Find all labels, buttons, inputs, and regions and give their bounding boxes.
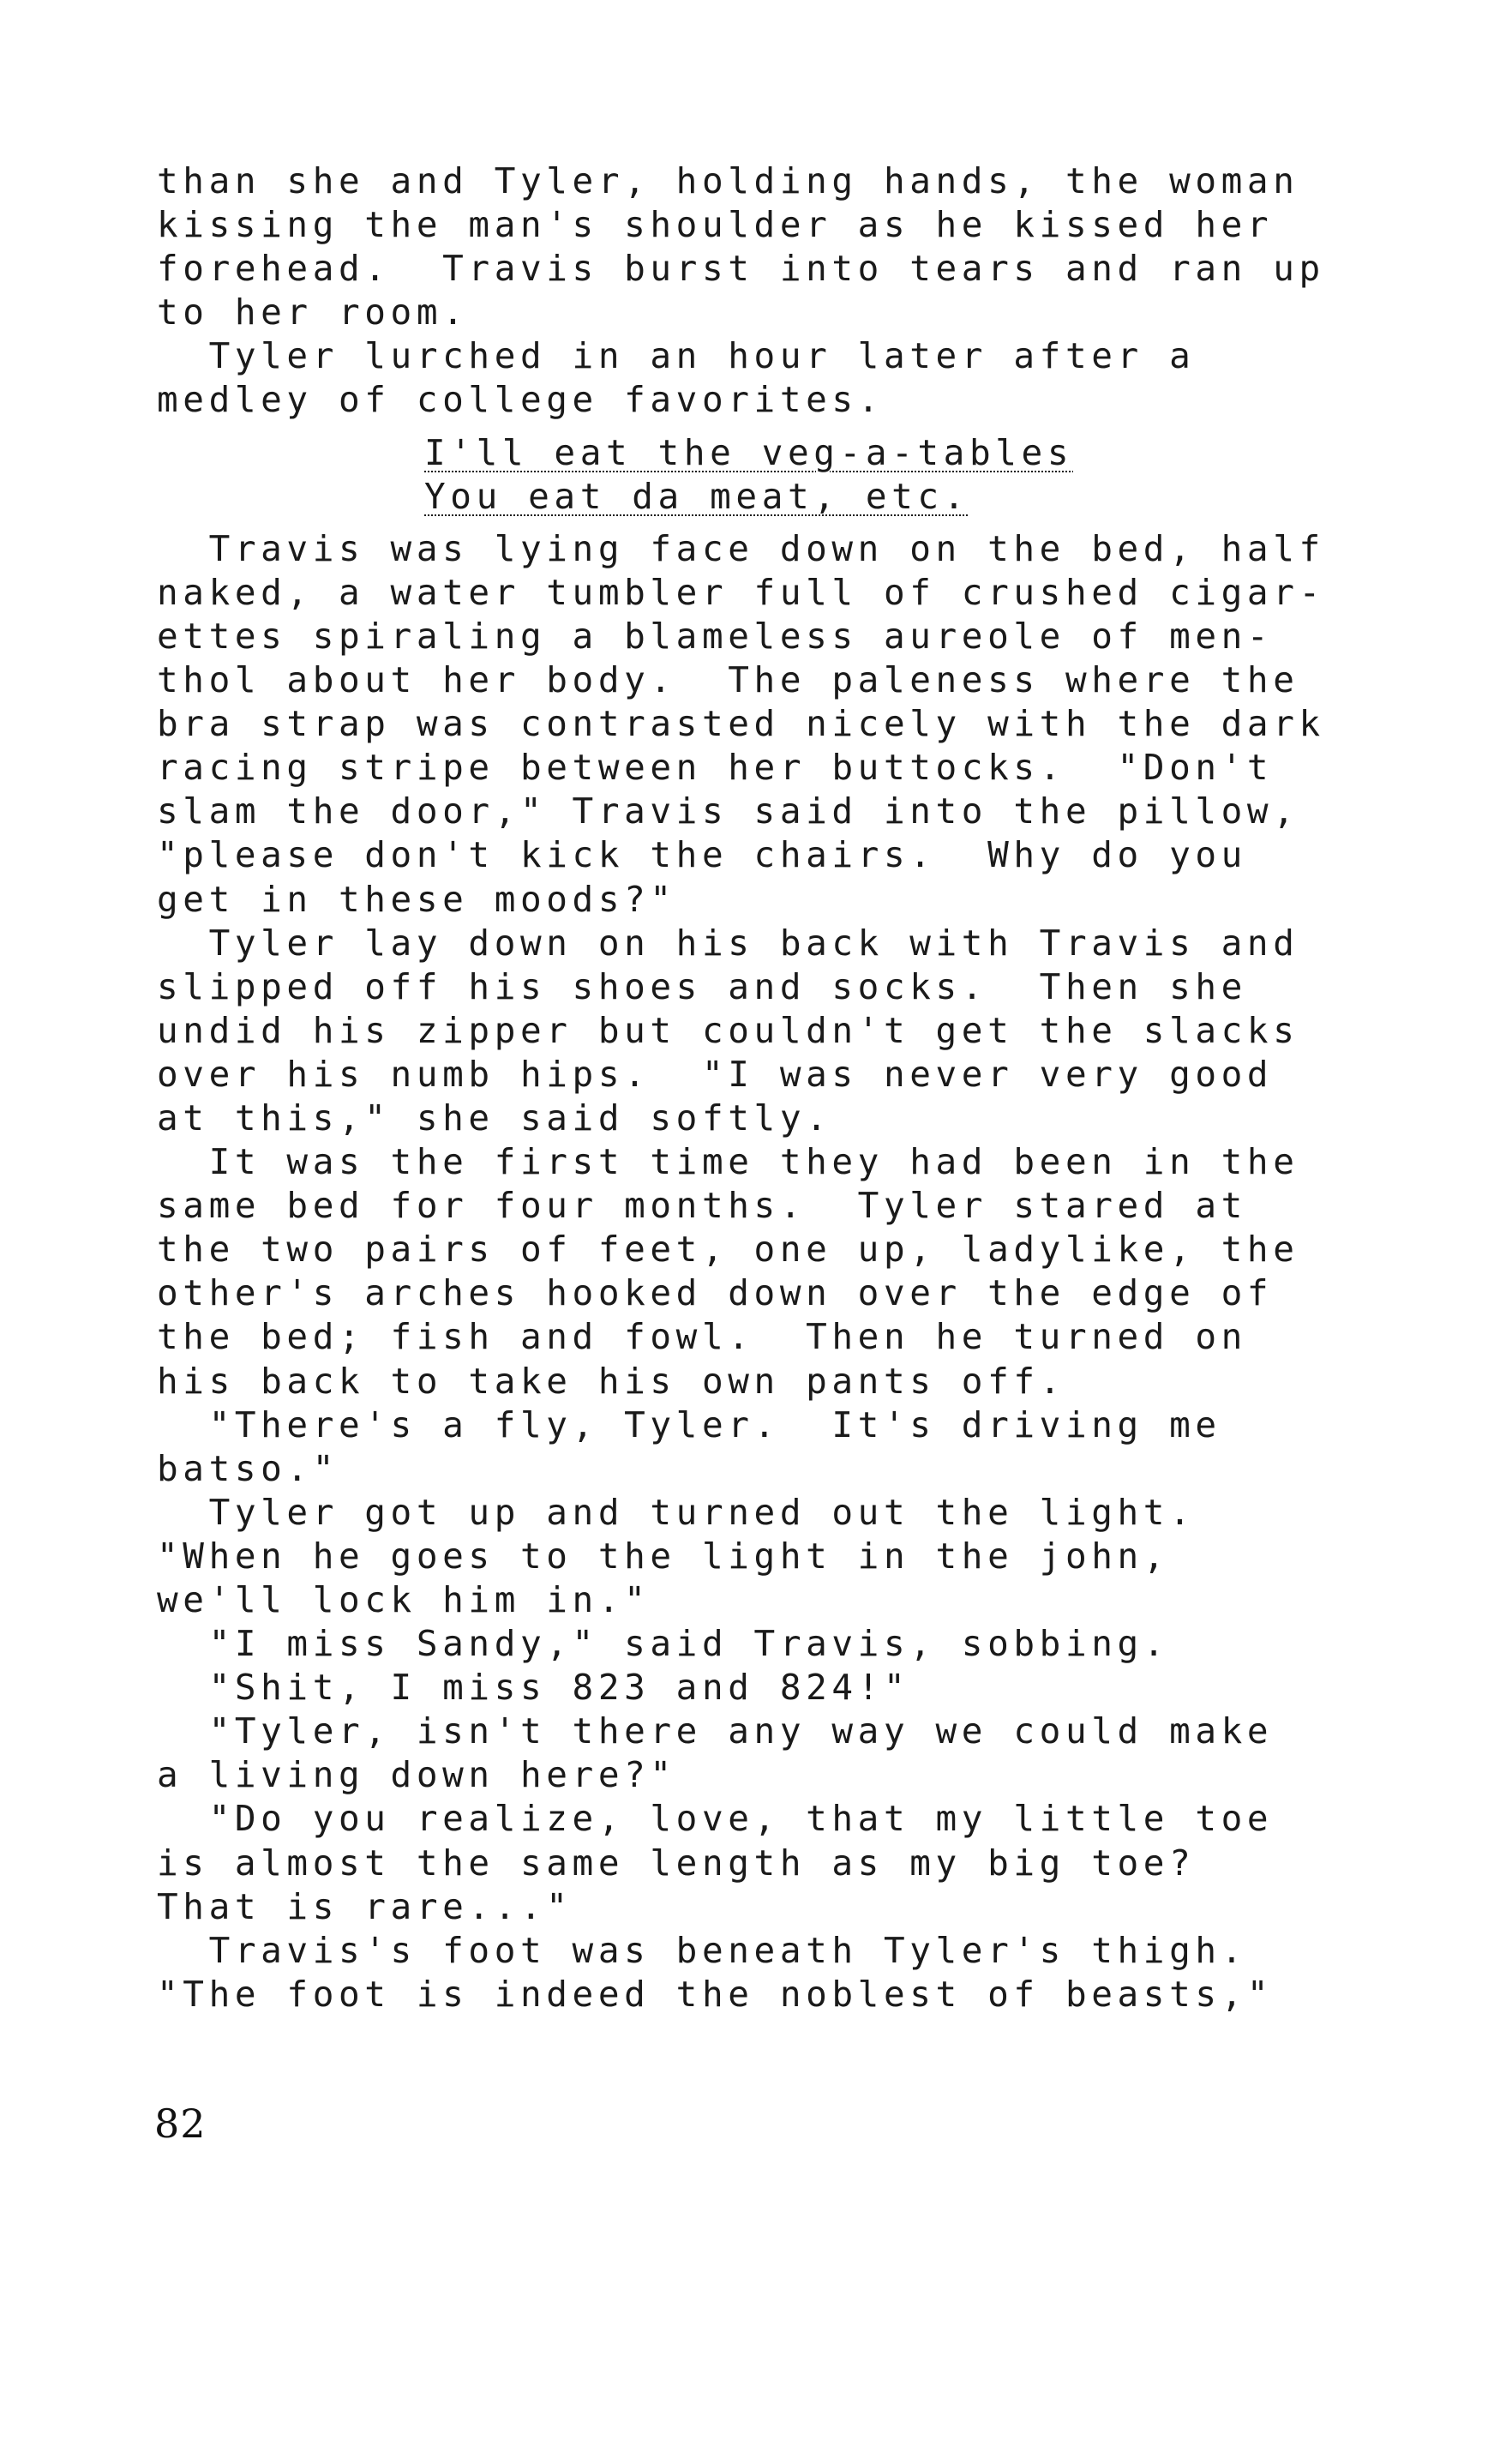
text-line: Tyler lay down on his back with Travis and xyxy=(157,922,1299,964)
body-text xyxy=(157,159,1348,2016)
text-line: "The foot is indeed the noblest of beasts," xyxy=(157,1973,1274,2015)
text-line: "please don't kick the chairs. Why do you xyxy=(157,834,1247,876)
text-line: his back to take his own pants off. xyxy=(157,1360,1065,1402)
page-number: 82 xyxy=(154,2100,207,2147)
text-line: to her room. xyxy=(157,291,469,334)
text-line: the two pairs of feet, one up, ladylike, the xyxy=(157,1229,1299,1271)
text-line: other's arches hooked down over the edge of xyxy=(157,1272,1274,1314)
verse-line xyxy=(157,431,1348,475)
text-line: forehead. Travis burst into tears and ran up xyxy=(157,248,1325,290)
text-line: "Tyler, isn't there any way we could make xyxy=(157,1710,1274,1752)
text-line: "I miss Sandy," said Travis, sobbing. xyxy=(157,1623,1170,1665)
text-line: same bed for four months. Tyler stared at xyxy=(157,1185,1247,1227)
text-line: slipped off his shoes and socks. Then she xyxy=(157,965,1247,1007)
text-line: Tyler got up and turned out the light. xyxy=(157,1491,1196,1533)
text-line: "There's a fly, Tyler. It's driving me xyxy=(157,1403,1221,1445)
verse-line xyxy=(157,475,1348,519)
verse-text: I'll eat the veg-a-tables xyxy=(424,431,1074,473)
text-line: Tyler lurched in an hour later after a xyxy=(157,335,1196,377)
text-line: slam the door," Travis said into the pillow, xyxy=(157,790,1299,832)
text-line: naked, a water tumbler full of crushed cigar- xyxy=(157,571,1325,613)
text-line: Travis was lying face down on the bed, half xyxy=(157,527,1325,569)
text-line: thol about her body. The paleness where the xyxy=(157,659,1299,701)
text-line: kissing the man's shoulder as he kissed her xyxy=(157,204,1274,246)
verse-text: You eat da meat, etc. xyxy=(424,475,969,517)
text-line: batso." xyxy=(157,1447,339,1489)
text-line: ettes spiraling a blameless aureole of men- xyxy=(157,615,1274,657)
text-line: It was the first time they had been in the xyxy=(157,1141,1299,1183)
text-line: undid his zipper but couldn't get the slacks xyxy=(157,1009,1299,1051)
text-line: than she and Tyler, holding hands, the woman xyxy=(157,160,1299,201)
text-line: That is rare..." xyxy=(157,1885,573,1927)
text-line: we'll lock him in." xyxy=(157,1579,651,1620)
text-line: "Do you realize, love, that my little toe xyxy=(157,1798,1274,1840)
text-line: racing stripe between her buttocks. "Don't xyxy=(157,747,1274,789)
text-line: "When he goes to the light in the john, xyxy=(157,1535,1170,1577)
text-line: Travis's foot was beneath Tyler's thigh. xyxy=(157,1929,1247,1971)
text-line: a living down here?" xyxy=(157,1754,676,1796)
text-line: medley of college favorites. xyxy=(157,379,884,421)
text-line: at this," she said softly. xyxy=(157,1097,832,1139)
text-line: get in these moods?" xyxy=(157,878,676,920)
text-line: the bed; fish and fowl. Then he turned on xyxy=(157,1316,1247,1358)
text-line: bra strap was contrasted nicely with the dark xyxy=(157,703,1325,745)
text-line: "Shit, I miss 823 and 824!" xyxy=(157,1667,910,1709)
text-line: is almost the same length as my big toe? xyxy=(157,1842,1196,1884)
text-line: over his numb hips. "I was never very good xyxy=(157,1053,1274,1095)
